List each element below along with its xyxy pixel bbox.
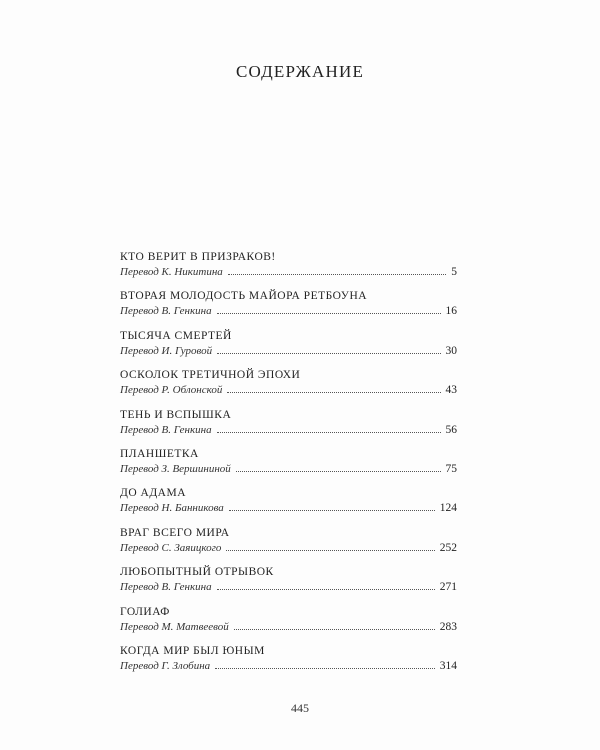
toc-entry-page: 271 (439, 581, 457, 594)
toc-entry-page: 283 (439, 620, 457, 633)
toc-entry-title: ДО АДАМА (120, 487, 187, 500)
toc-entry (120, 565, 457, 604)
toc-entry-line (120, 304, 457, 319)
dot-leader (236, 470, 441, 472)
toc-entry-line (120, 344, 457, 359)
toc-entry (120, 289, 457, 328)
toc-entry (120, 526, 457, 565)
toc-entry-page: 124 (439, 502, 457, 515)
table-of-contents (120, 250, 457, 683)
toc-entry (120, 447, 457, 486)
toc-entry-line (120, 423, 457, 438)
toc-entry-line (120, 462, 457, 477)
toc-entry-line (120, 580, 457, 595)
toc-entry-translator: Перевод К. Никитина (120, 266, 223, 278)
toc-entry (120, 486, 457, 525)
toc-entry-title: ВРАГ ВСЕГО МИРА (120, 526, 230, 539)
toc-entry-translator: Перевод С. Заяицкого (120, 541, 222, 554)
dot-leader (217, 431, 441, 433)
dot-leader (215, 667, 435, 669)
toc-entry-title: ТЫСЯЧА СМЕРТЕЙ (120, 329, 232, 342)
dot-leader (227, 391, 440, 393)
toc-entry-page: 56 (445, 423, 457, 436)
toc-entry-translator: Перевод Р. Облонской (120, 384, 223, 397)
dot-leader (228, 273, 446, 275)
toc-entry-page: 5 (451, 266, 457, 278)
toc-entry-title: ОСКОЛОК ТРЕТИЧНОЙ ЭПОХИ (120, 369, 301, 382)
toc-entry-translator: Перевод Г. Злобина (120, 659, 211, 672)
dot-leader (217, 588, 435, 590)
toc-entry-translator: Перевод В. Генкина (120, 305, 212, 318)
dot-leader (229, 509, 435, 511)
toc-entry-title: ГОЛИАФ (120, 605, 170, 618)
dot-leader (217, 352, 440, 354)
toc-entry-page: 252 (439, 541, 457, 554)
toc-entry (120, 329, 457, 368)
toc-entry-title: ПЛАНШЕТКА (120, 447, 199, 460)
toc-entry-line (120, 383, 457, 398)
toc-entry-title: КТО ВЕРИТ В ПРИЗРАКОВ! (120, 251, 276, 263)
toc-entry (120, 644, 457, 683)
contents-heading: СОДЕРЖАНИЕ (235, 62, 365, 81)
toc-entry-page: 16 (445, 305, 457, 318)
toc-entry-translator: Перевод В. Генкина (120, 423, 212, 436)
toc-entry-title: ТЕНЬ И ВСПЫШКА (120, 408, 232, 421)
toc-entry (120, 605, 457, 644)
toc-entry-translator: Перевод М. Матвеевой (120, 620, 229, 633)
toc-entry-page: 314 (439, 659, 457, 672)
dot-leader (234, 628, 435, 630)
dot-leader (226, 549, 434, 551)
toc-entry-translator: Перевод З. Вершининой (120, 462, 231, 475)
toc-entry (120, 250, 457, 289)
toc-entry-line (120, 541, 457, 556)
toc-entry-line (120, 620, 457, 635)
toc-entry-line (120, 501, 457, 516)
dot-leader (217, 312, 441, 314)
toc-entry-page: 43 (445, 384, 457, 397)
toc-entry-page: 75 (445, 462, 457, 475)
toc-entry-title: ЛЮБОПЫТНЫЙ ОТРЫВОК (120, 566, 274, 579)
toc-entry-page: 30 (445, 344, 457, 357)
toc-entry-translator: Перевод В. Генкина (120, 581, 212, 594)
toc-entry-line (120, 659, 457, 674)
toc-entry-line (120, 265, 457, 280)
toc-entry-translator: Перевод И. Гуровой (120, 344, 213, 357)
toc-entry-title: КОГДА МИР БЫЛ ЮНЫМ (120, 644, 265, 657)
toc-entry-title: ВТОРАЯ МОЛОДОСТЬ МАЙОРА РЕТБОУНА (120, 290, 368, 303)
toc-entry (120, 408, 457, 447)
page-number: 445 (291, 701, 309, 715)
toc-entry-translator: Перевод Н. Банникова (120, 502, 224, 515)
toc-entry (120, 368, 457, 407)
